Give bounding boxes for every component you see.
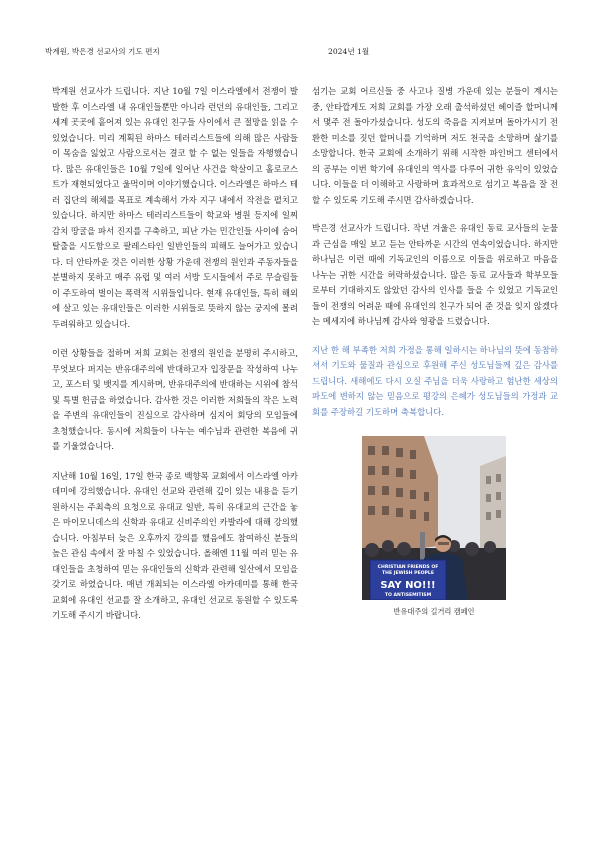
right-column (312, 84, 558, 617)
sign-line-4: TO ANTISEMITISM (384, 593, 432, 598)
sign-line-2: THE JEWISH PEOPLE (382, 571, 434, 576)
closing-blessing: 지난 한 해 부족한 저희 가정을 통해 일하시는 하나님의 뜻에 동참하셔서 기도와 물질과 관심으로 후원해 주신 성도님들께 깊은 감사를 드립니다. 새해에도 다시 오실 주님을 더욱 사랑하고 험난한 세상의 파도에 변하지 않는 믿음으로 평강의 은혜가 성도님들의 가정과 교회를 주장하길 기도하며 축복합니다. (312, 344, 558, 417)
street-campaign-photo (362, 436, 506, 600)
sign-line-3: SAY NO!!! (380, 580, 436, 591)
letter-date: 2024년 1월 (328, 47, 370, 56)
sign-line-1: CHRISTIAN FRIENDS OF (377, 565, 439, 570)
left-column (52, 84, 298, 624)
paragraph-church-elders: 섬기는 교회 어르신들 중 사고나 질병 가운데 있는 분들이 계시는 중, 안타깝게도 저희 교회를 가장 오래 출석하셨던 헤이즐 할머니께서 몇주 전 돌아가셨습니다. 성도의 죽음을 지켜보며 돌아가시기 전 환한 미소를 짓던 할머니를 기억하며 저도 천국을 소망하며 삶기를 소망합니다. 한국 교회에 소개하기 위해 시작한 파인버그 센터에서의 공부는 이번 학기에 유대인의 역사를 다루어 귀한 유익이 있었습니다. 이들을 더 이해하고 사랑하며 효과적으로 섬기고 복음을 잘 전할 수 있도록 기도해 주시면 감사하겠습니다. (312, 86, 558, 205)
paragraph-eunkyung-report: 박은경 선교사가 드립니다. 작년 겨울은 유대인 동료 교사들의 눈물과 근심을 매일 보고 듣는 안타까운 시간의 연속이었습니다. 하지만 하나님은 이런 때에 기독교인의 이름으로 이들을 위로하고 마음을 나누는 귀한 시간을 허락하셨습니다. 많은 동료 교사들과 학부모들로부터 기대하지도 않았던 감사의 인사를 들을 수 있었고 기독교인들이 전쟁의 어려운 때에 유대인의 친구가 되어 준 것을 잊지 않겠다는 메세지에 하나님께 감사와 영광을 드렸습니다. (312, 223, 558, 326)
paragraph-war-report: 박계원 선교사가 드립니다. 지난 10월 7일 이스라엘에서 전쟁이 발발한 후 이스라엘 내 유대인들뿐만 아니라 런던의 유대인들, 그리고 세계 곳곳에 흩어져 있는 유대인 친구들 사이에서 큰 절망을 읽을 수 있었습니다. 미리 계획된 하마스 테러리스트들에 의해 많은 사람들이 목숨을 잃었고 사람으로서는 결코 할 수 없는 일들을 자행했습니다. 많은 유대인들은 10월 7일에 일어난 사건을 학살이고 홀로코스트가 재현되었다고 울먹이며 이야기했습니다. 이스라엘은 하마스 테러 집단의 해체를 목표로 계속해서 가자 지구 내에서 작전을 펼치고 있습니다. 하지만 하마스 테러리스트들이 학교와 병원 등지에 일찌감치 땅굴을 파서 진지를 구축하고, 피난 가는 민간인들 사이에 숨어 탈출을 시도함으로 팔레스타인 일반인들의 피해도 늘어가고 있습니다. 더 안타까운 것은 이러한 상황 가운데 전쟁의 원인과 주동자들을 분별하지 못하고 매주 유럽 및 여러 서방 도시들에서 주로 무슬림들이 주도하여 벌이는 폭력적 시위들입니다. 현재 유대인들, 특히 해외에 살고 있는 유대인들은 이러한 시위들로 뜻하지 않는 궁지에 몰려 두려워하고 있습니다. (52, 86, 298, 329)
paragraph-church-response: 이런 상황들을 접하며 저희 교회는 전쟁의 원인을 분명히 주시하고, 무엇보다 퍼지는 반유대주의에 반대하고자 입장문을 작성하여 나누고, 포스터 및 뱃지를 게시하며, 반유대주의에 반대하는 시위에 참석 및 특별 헌금을 하였습니다. 감사한 것은 이러한 저희들의 작은 노력을 주변의 유대인들이 진심으로 감사하며 심지어 회당의 모임들에 초청했습니다. 동시에 저희들이 나누는 예수님과 관련한 복음에 귀를 기울였습니다. (52, 348, 298, 451)
paragraph-israel-academy: 지난해 10월 16일, 17일 한국 종로 백향목 교회에서 이스라엘 아카데미에 강의했습니다. 유대인 선교와 관련해 깊이 있는 내용을 듣기 원하시는 주최측의 요청으로 유대교 일반, 특히 유대교의 근간을 놓은 마이모니데스의 신학과 유대교 신비주의인 카발라에 대해 강의했습니다. 아침부터 늦은 오후까지 강의를 했음에도 참여하신 분들의 높은 관심 속에서 잘 마칠 수 있었습니다. 올해엔 11월 여러 믿는 유대인들을 초청하여 믿는 유대인들의 신학과 관련해 일산에서 모임을 갖기로 하였습니다. 매년 개최되는 이스라엘 아카데미를 통해 한국 교회에 유대인 선교를 잘 소개하고, 유대인 선교로 동원할 수 있도록 기도해 주시기 바랍니다. (52, 470, 298, 620)
photo-caption: 반유대주의 길거리 캠페인 (393, 607, 475, 616)
letter-title: 박계원, 박은경 선교사의 기도 편지 (45, 47, 160, 56)
protest-sign (370, 560, 446, 600)
